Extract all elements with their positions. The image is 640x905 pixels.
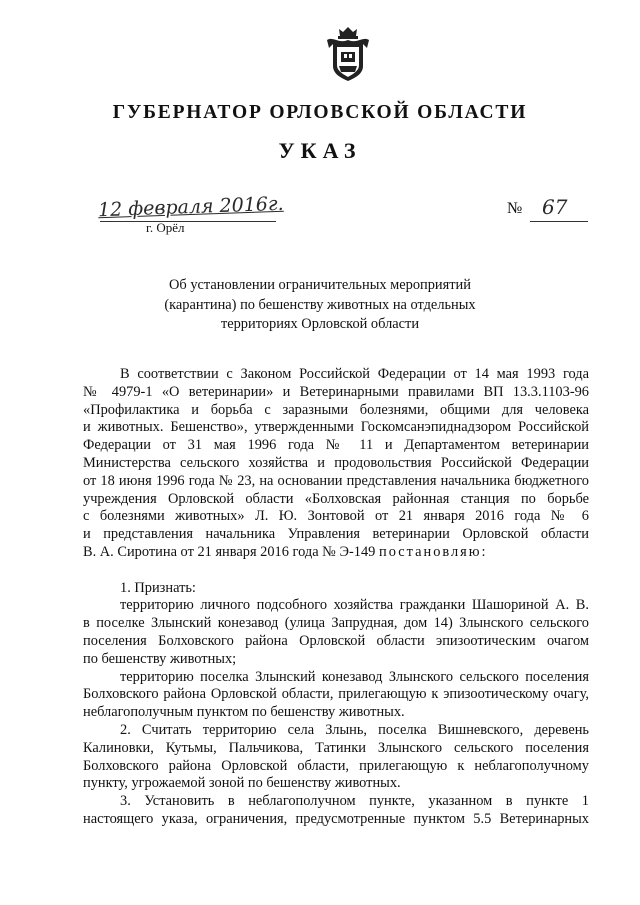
item1a-line: по бешенству животных; (83, 650, 237, 667)
item3-line: 3. Установить в неблагополучном пункте, указанном в пункте 1 (120, 793, 589, 810)
title-line: (карантина) по бешенству животных на отдельных (164, 296, 476, 313)
decree-body (83, 366, 589, 829)
item1b-line: Болховского района Орловской области, прилегающую к эпизоотическому очагу, (83, 686, 589, 703)
decree-word: постановляю: (379, 543, 488, 560)
preamble-line: от 18 июня 1996 года № 23, на основании представления начальника бюджетного (83, 472, 589, 489)
item1a-line: в поселке Злынский конезавод (улица Запрудная, дом 14) Злынского сельского (83, 615, 589, 632)
handwritten-number: 67 (542, 195, 568, 219)
preamble-last-line (83, 544, 589, 562)
date-underline (100, 221, 276, 222)
title-line: Об установлении ограничительных мероприятий (169, 277, 471, 293)
title-line: территориях Орловской области (220, 316, 420, 332)
preamble-line: и животных. Бешенство», утвержденными Госкомсанэпиднадзором Российской (83, 419, 589, 436)
item1b-line: территорию поселка Злынский конезавод Злынского сельского поселения (120, 668, 589, 685)
item1a-line: территорию личного подсобного хозяйства гражданки Шашориной А. В. (120, 597, 589, 614)
preamble-line: и представления начальника Управления ветеринарии Орловской области (83, 526, 589, 543)
document-type: УКАЗ (278, 138, 362, 163)
item2-line: Калиновки, Кутьмы, Пальчикова, Татинки Злынского сельского поселения (83, 739, 589, 756)
decree-title (0, 276, 640, 335)
handwritten-date: 12 февраля 2016г. (97, 192, 284, 222)
city-label: г. Орёл (146, 220, 185, 235)
preamble-line: учреждения Орловской области «Болховская районная станция по борьбе (83, 490, 589, 507)
item1b-line: неблагополучным пунктом по бешенству животных. (83, 704, 405, 721)
preamble-line: В соответствии с Законом Российской Федерации от 14 мая 1993 года (120, 366, 589, 382)
item3-line: настоящего указа, ограничения, предусмотренные пунктом 5.5 Ветеринарных (83, 810, 589, 827)
number-prefix: № (507, 200, 523, 217)
item1a-line: поселения Болховского района Орловской области эпизоотическим очагом (83, 632, 589, 649)
preamble-line: «Профилактика и борьба с заразными болезнями, общими для человека (83, 401, 589, 418)
preamble-line: № 4979-1 «О ветеринарии» и Ветеринарными правилами ВП 13.3.1103-96 (83, 383, 589, 400)
preamble-line: Федерации от 31 мая 1996 года № 11 и Департаментом ветеринарии (83, 437, 589, 454)
preamble-line: с болезнями животных» Л. Ю. Зонтовой от 21 января 2016 года № 6 (83, 508, 589, 525)
item2-line: Болховского района Орловской области, прилегающую к неблагополучному (83, 757, 589, 774)
preamble-line: Министерства сельского хозяйства и продовольствия Российской Федерации (83, 454, 589, 471)
issuer-title: ГУБЕРНАТОР ОРЛОВСКОЙ ОБЛАСТИ (112, 102, 528, 123)
item1-heading: 1. Признать: (120, 579, 196, 596)
item2-line: 2. Считать территорию села Злынь, поселка Вишневского, деревень (120, 721, 589, 738)
preamble-line: В. А. Сиротина от 21 января 2016 года № Э-149 (83, 543, 376, 560)
item2-line: пункту, угрожаемой зоной по бешенству животных. (83, 775, 401, 792)
coat-of-arms-emblem (323, 26, 373, 82)
number-underline (530, 221, 588, 222)
